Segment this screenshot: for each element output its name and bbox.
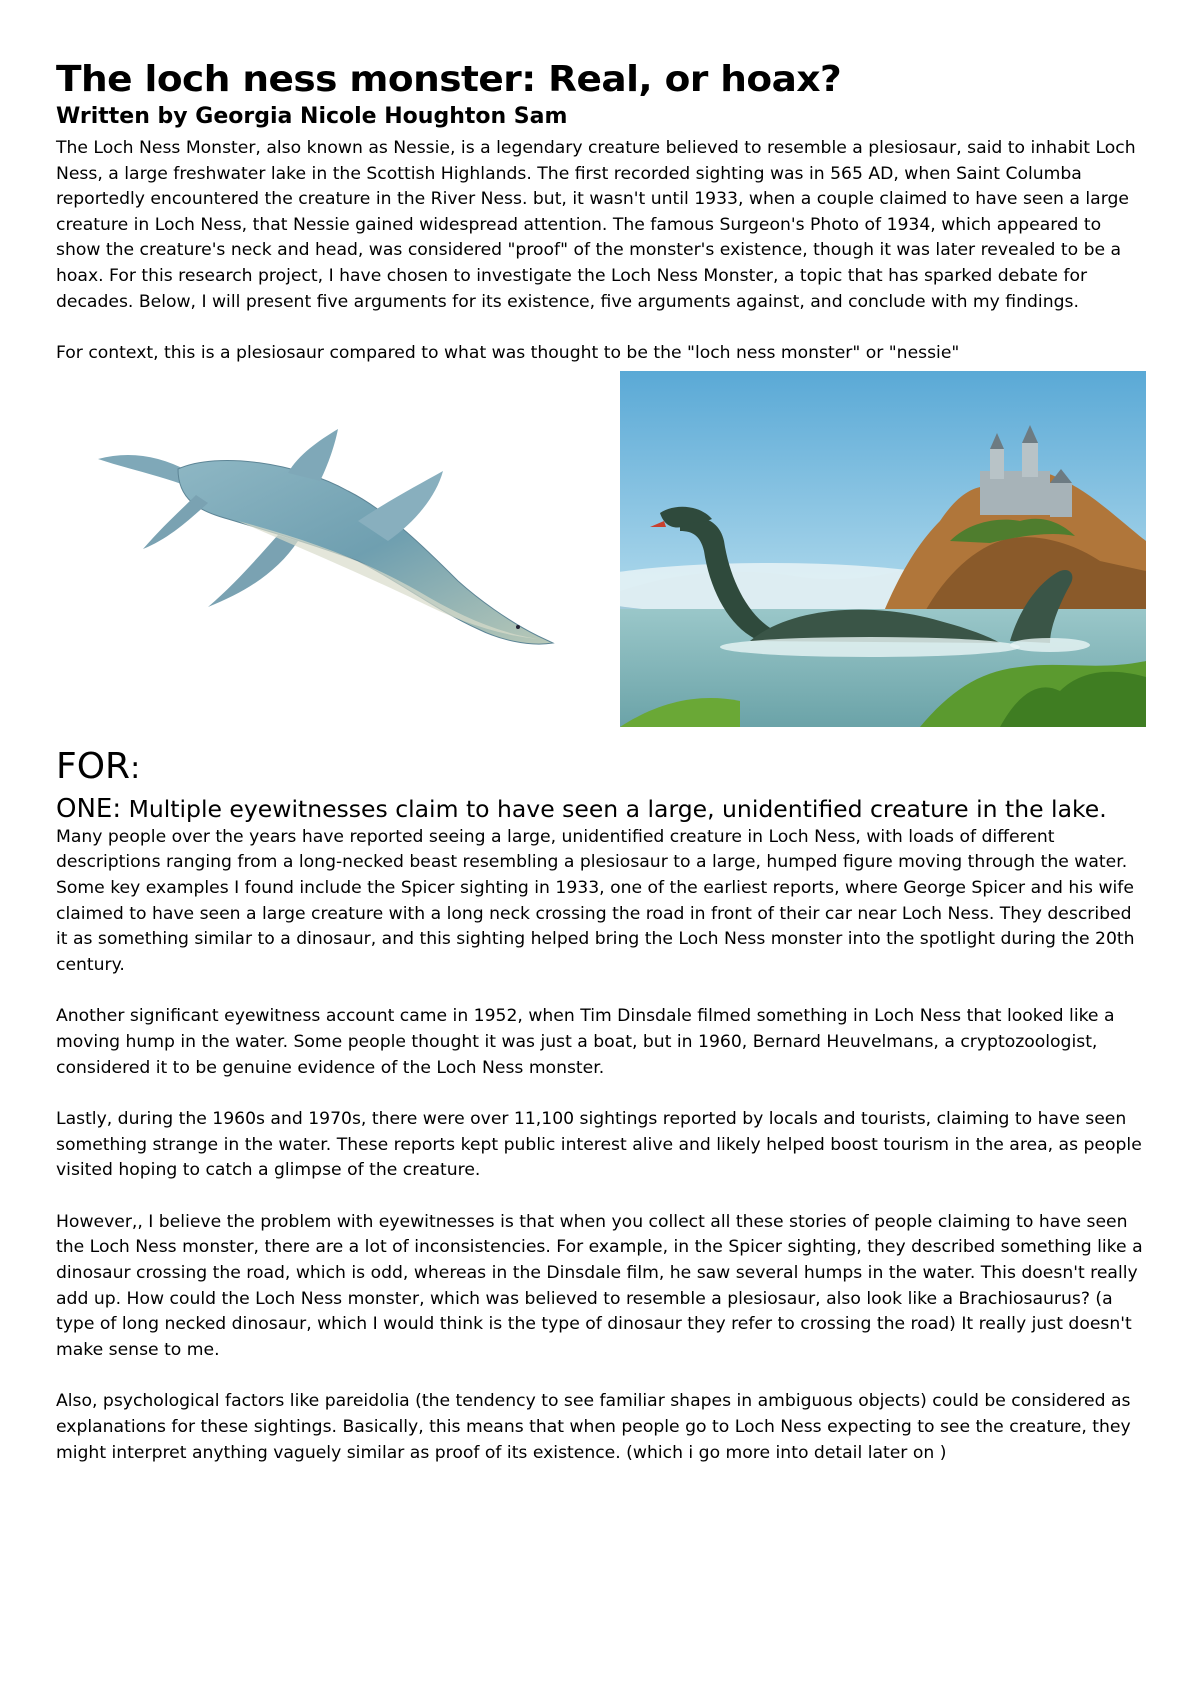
loch-ness-monster-image: [620, 371, 1146, 727]
argument-title: Multiple eyewitnesses claim to have seen a large, unidentified creature in the lake.: [128, 794, 1107, 823]
page-title: The loch ness monster: Real, or hoax?: [56, 59, 842, 100]
argument-paragraph: Lastly, during the 1960s and 1970s, there were over 11,100 sightings reported by locals and tourists, claiming to have seen something strange in the water. These reports kept public interest alive and likely helped boost tourism in the area, as people visited hoping to catch a glimpse of the creature.: [56, 1109, 1142, 1181]
document-page: [56, 58, 1146, 1466]
intro-paragraph: The Loch Ness Monster, also known as Nessie, is a legendary creature believed to resemble a plesiosaur, said to inhabit Loch Ness, a large freshwater lake in the Scottish Highlands. The first recorded sighting was in 565 AD, when Saint Columba reportedly encountered the creature in the River Ness. but, it wasn't until 1933, when a couple claimed to have seen a large creature in Loch Ness, that Nessie gained widespread attention. The famous Surgeon's Photo of 1934, which appeared to show the creature's neck and head, was considered "proof" of the monster's existence, though it was later revealed to be a hoax. For this research project, I have chosen to investigate the Loch Ness Monster, a topic that has sparked debate for decades. Below, I will present five arguments for its existence, five arguments against, and conclude with my findings.: [56, 138, 1136, 312]
argument-paragraph: Also, psychological factors like pareidolia (the tendency to see familiar shapes in ambiguous objects) could be considered as explanations for these sightings. Basically, this means that when people go to Loch Ness expecting to see the creature, they might interpret anything vaguely similar as proof of its existence. (which i go more into detail later on ): [56, 1391, 1131, 1463]
argument-number: ONE:: [56, 793, 122, 824]
author-byline: Written by Georgia Nicole Houghton Sam: [56, 104, 568, 129]
argument-paragraph: Many people over the years have reported seeing a large, unidentified creature in Loch Ness, with loads of different descriptions ranging from a long-necked beast resembling a plesiosaur to a large, humped figure moving through the water. Some key examples I found include the Spicer sighting in 1933, one of the earliest reports, where George Spicer and his wife claimed to have seen a large creature with a long neck crossing the road in front of their car near Loch Ness. They described it as something similar to a dinosaur, and this sighting helped bring the Loch Ness monster into the spotlight during the 20th century.: [56, 826, 1135, 975]
plesiosaur-image: [98, 411, 558, 711]
argument-paragraph: Another significant eyewitness account came in 1952, when Tim Dinsdale filmed something in Loch Ness that looked like a moving hump in the water. Some people thought it was just a boat, but in 1960, Bernard Heuvelmans, a cryptozoologist, considered it to be genuine evidence of the Loch Ness monster.: [56, 1006, 1115, 1078]
for-section-heading: FOR:: [56, 745, 141, 787]
argument-paragraph: However,, I believe the problem with eyewitnesses is that when you collect all these stories of people claiming to have seen the Loch Ness monster, there are a lot of inconsistencies. For example, in the Spicer sighting, they described something like a dinosaur crossing the road, which is odd, whereas in the Dinsdale film, he saw several humps in the water. This doesn't really add up. How could the Loch Ness monster, which was believed to resemble a plesiosaur, also look like a Brachiosaurus? (a type of long necked dinosaur, which I would think is the type of dinosaur they refer to crossing the road) It really just doesn't make sense to me.: [56, 1211, 1143, 1360]
argument-one-heading: [56, 793, 1146, 825]
context-paragraph: For context, this is a plesiosaur compared to what was thought to be the "loch ness monster" or "nessie": [56, 343, 960, 364]
figures-row: [56, 367, 1146, 739]
